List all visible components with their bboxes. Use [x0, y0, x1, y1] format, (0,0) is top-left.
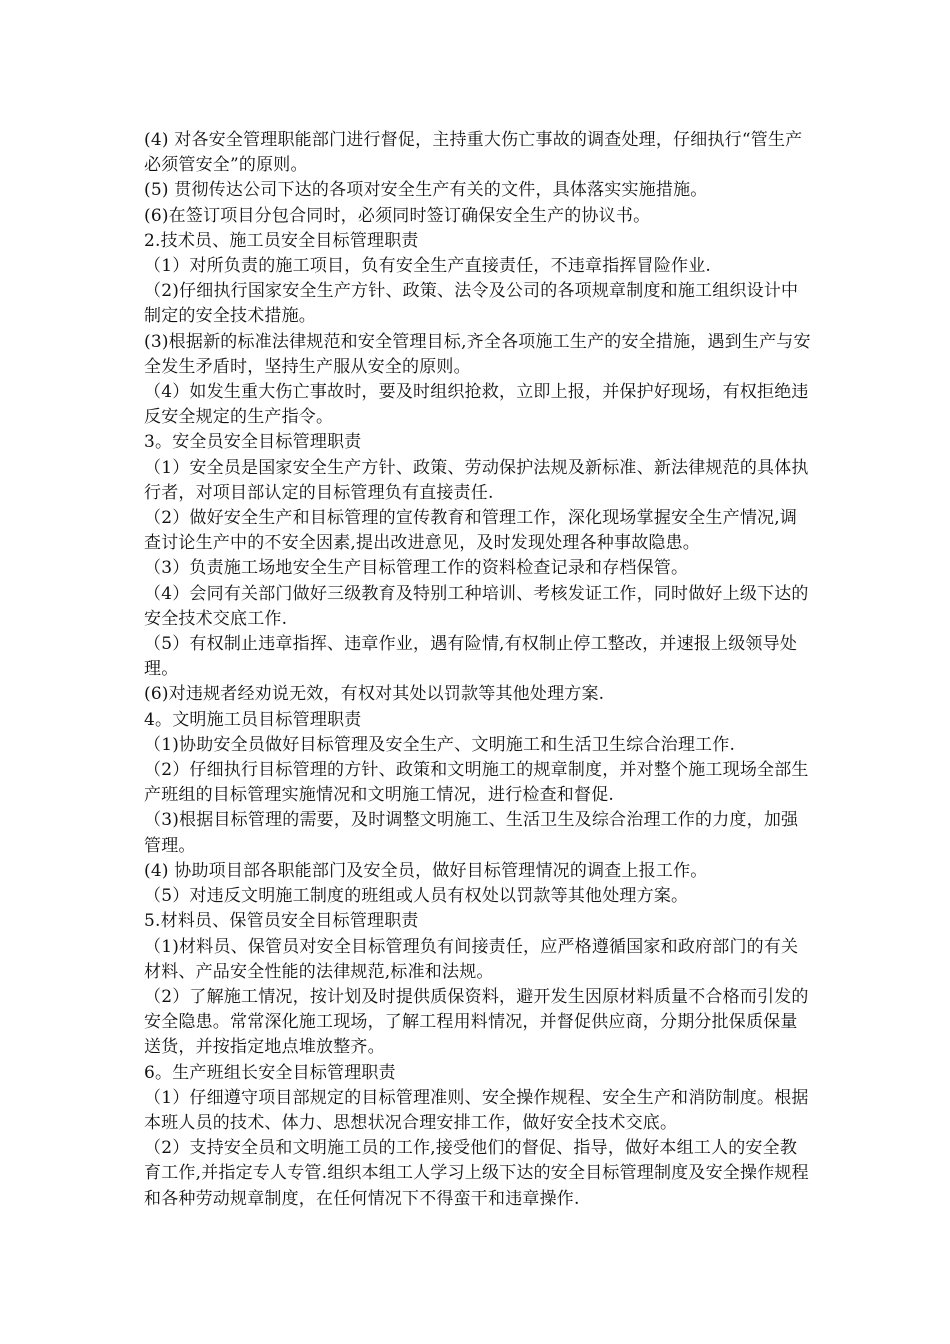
paragraph: （2)仔细执行国家安全生产方针、政策、法令及公司的各项规章制度和施工组织设计中制定的安全技术措施。	[144, 281, 799, 327]
paragraph: （4）如发生重大伤亡事故时，要及时组织抢救，立即上报，并保护好现场，有权拒绝违反安全规定的生产指令。	[144, 382, 809, 428]
paragraph: (3)根据新的标准法律规范和安全管理目标,齐全各项施工生产的安全措施，遇到生产与安全发生矛盾时，坚持生产服从安全的原则。	[144, 331, 811, 377]
paragraph: （2）做好安全生产和目标管理的宣传教育和管理工作，深化现场掌握安全生产情况,调查讨论生产中的不安全因素,提出改进意见，及时发现处理各种事故隐患。	[144, 508, 798, 554]
section-heading: 4。文明施工员目标管理职责	[144, 709, 362, 730]
paragraph: （1)协助安全员做好目标管理及安全生产、文明施工和生活卫生综合治理工作.	[144, 734, 736, 755]
paragraph: (5) 贯彻传达公司下达的各项对安全生产有关的文件，具体落实实施措施。	[144, 180, 708, 201]
section-heading: 6。生产班组长安全目标管理职责	[144, 1062, 396, 1083]
paragraph: （1)材料员、保管员对安全目标管理负有间接责任，应严格遵循国家和政府部门的有关材料、产品安全性能的法律规范,标准和法规。	[144, 936, 799, 982]
paragraph: （3）负责施工场地安全生产目标管理工作的资料检查记录和存档保管。	[144, 558, 689, 579]
paragraph: （1）对所负责的施工项目，负有安全生产直接责任，不违章指挥冒险作业.	[144, 256, 712, 277]
document-body	[144, 128, 814, 1212]
paragraph: (6)对违规者经劝说无效，有权对其处以罚款等其他处理方案.	[144, 684, 605, 705]
paragraph: （2）支持安全员和文明施工员的工作,接受他们的督促、指导，做好本组工人的安全教育工作,并指定专人专管.组织本组工人学习上级下达的安全目标管理制度及安全操作规程和各种劳动规章制度，在任何情况下不得蛮干和违章操作.	[144, 1138, 809, 1209]
paragraph: (6)在签订项目分包合同时，必须同时签订确保安全生产的协议书。	[144, 205, 651, 226]
section-heading: 2.技术员、施工员安全目标管理职责	[144, 230, 419, 251]
paragraph: （2）仔细执行目标管理的方针、政策和文明施工的规章制度，并对整个施工现场全部生产班组的目标管理实施情况和文明施工情况，进行检查和督促.	[144, 760, 809, 806]
paragraph: (4) 对各安全管理职能部门进行督促，主持重大伤亡事故的调查处理，仔细执行“管生产必须管安全”的原则。	[144, 130, 803, 176]
paragraph: （1）安全员是国家安全生产方针、政策、劳动保护法规及新标准、新法律规范的具体执行者，对项目部认定的目标管理负有直接责任.	[144, 457, 809, 503]
paragraph: （1）仔细遵守项目部规定的目标管理准则、安全操作规程、安全生产和消防制度。根据本班人员的技术、体力、思想状况合理安排工作，做好安全技术交底。	[144, 1087, 809, 1133]
paragraph: （5）有权制止违章指挥、违章作业，遇有险情,有权制止停工整改，并速报上级领导处理。	[144, 634, 798, 680]
section-heading: 3。安全员安全目标管理职责	[144, 432, 362, 453]
paragraph: （2）了解施工情况，按计划及时提供质保资料，避开发生因原材料质量不合格而引发的安全隐患。常常深化施工现场，了解工程用料情况，并督促供应商，分期分批保质保量送货，并按指定地点堆放整齐。	[144, 986, 809, 1058]
paragraph: （4）会同有关部门做好三级教育及特别工种培训、考核发证工作，同时做好上级下达的安全技术交底工作.	[144, 583, 809, 629]
paragraph: （3)根据目标管理的需要，及时调整文明施工、生活卫生及综合治理工作的力度，加强管理。	[144, 810, 799, 856]
paragraph: (4) 协助项目部各职能部门及安全员，做好目标管理情况的调查上报工作。	[144, 860, 708, 881]
paragraph: （5）对违反文明施工制度的班组或人员有权处以罚款等其他处理方案。	[144, 886, 689, 907]
section-heading: 5.材料员、保管员安全目标管理职责	[144, 911, 419, 932]
